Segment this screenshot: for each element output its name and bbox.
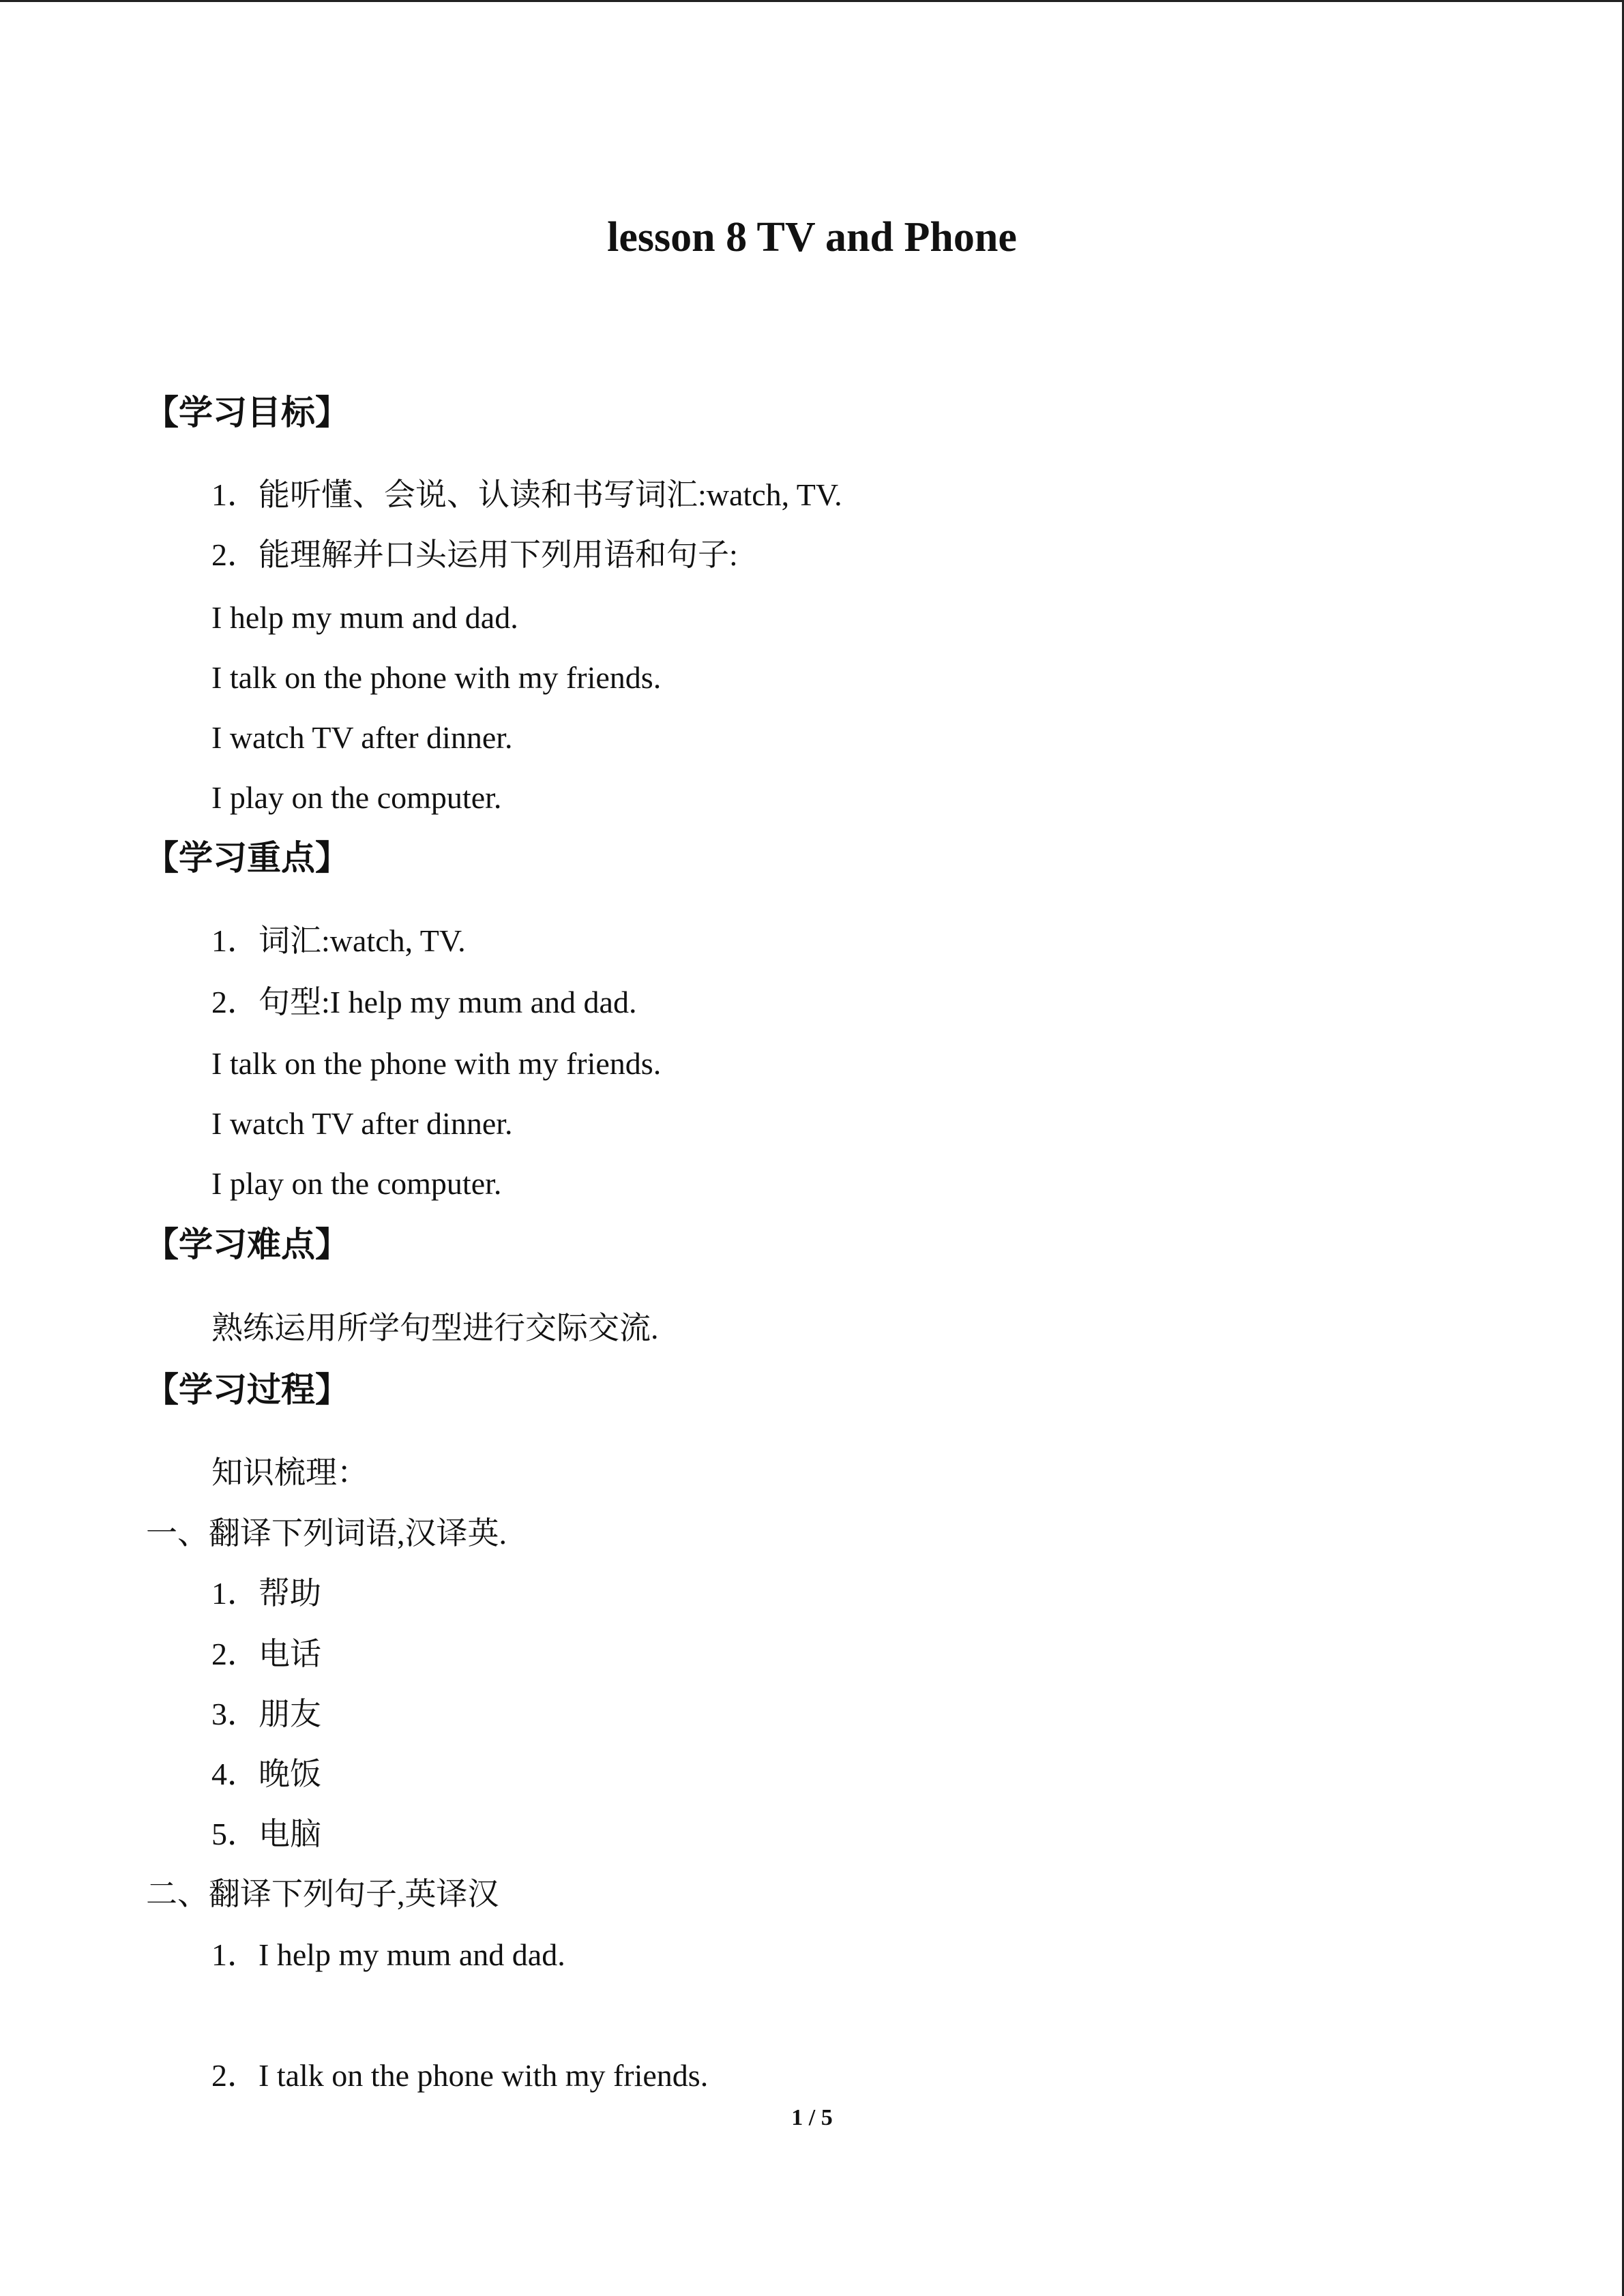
key-point-sentence: I watch TV after dinner. bbox=[211, 1106, 513, 1141]
top-border-line bbox=[0, 0, 1624, 2]
key-point-sentence: I talk on the phone with my friends. bbox=[211, 1046, 662, 1081]
objective-sentence: I watch TV after dinner. bbox=[211, 720, 513, 755]
exercise-word-item: 3．朋友 bbox=[211, 1697, 321, 1731]
key-point-sentence: I play on the computer. bbox=[211, 1166, 502, 1201]
objective-sentence: I talk on the phone with my friends. bbox=[211, 660, 662, 695]
objective-sentence: I play on the computer. bbox=[211, 780, 502, 815]
process-intro: 知识梳理： bbox=[211, 1455, 368, 1490]
section-heading-objectives: 【学习目标】 bbox=[145, 393, 349, 432]
key-point-item-1: 1．词汇:watch, TV. bbox=[211, 923, 466, 958]
objective-sentence: I help my mum and dad. bbox=[211, 600, 518, 635]
document-title: lesson 8 TV and Phone bbox=[607, 214, 1017, 260]
exercise-sentence-item: 1．I help my mum and dad. bbox=[211, 1937, 565, 1972]
exercise-word-item: 4．晚饭 bbox=[211, 1757, 321, 1791]
exercise-word-item: 1．帮助 bbox=[211, 1576, 321, 1611]
exercise-word-item: 2．电话 bbox=[211, 1637, 321, 1671]
exercise-word-item: 5．电脑 bbox=[211, 1817, 321, 1851]
page-number: 1 / 5 bbox=[791, 2105, 833, 2130]
exercise-part-1-title: 一、翻译下列词语,汉译英. bbox=[146, 1516, 507, 1551]
section-heading-difficulties: 【学习难点】 bbox=[145, 1225, 349, 1264]
section-heading-process: 【学习过程】 bbox=[145, 1370, 349, 1410]
exercise-sentence-item: 2．I talk on the phone with my friends. bbox=[211, 2058, 709, 2093]
objective-item-2: 2．能理解并口头运用下列用语和句子: bbox=[211, 537, 738, 572]
exercise-part-2-title: 二、翻译下列句子,英译汉 bbox=[146, 1877, 499, 1911]
section-heading-key-points: 【学习重点】 bbox=[145, 838, 349, 878]
difficulty-text: 熟练运用所学句型进行交际交流. bbox=[211, 1311, 659, 1345]
key-point-item-2: 2．句型:I help my mum and dad. bbox=[211, 985, 637, 1019]
objective-item-1: 1．能听懂、会说、认读和书写词汇:watch, TV. bbox=[211, 477, 842, 512]
